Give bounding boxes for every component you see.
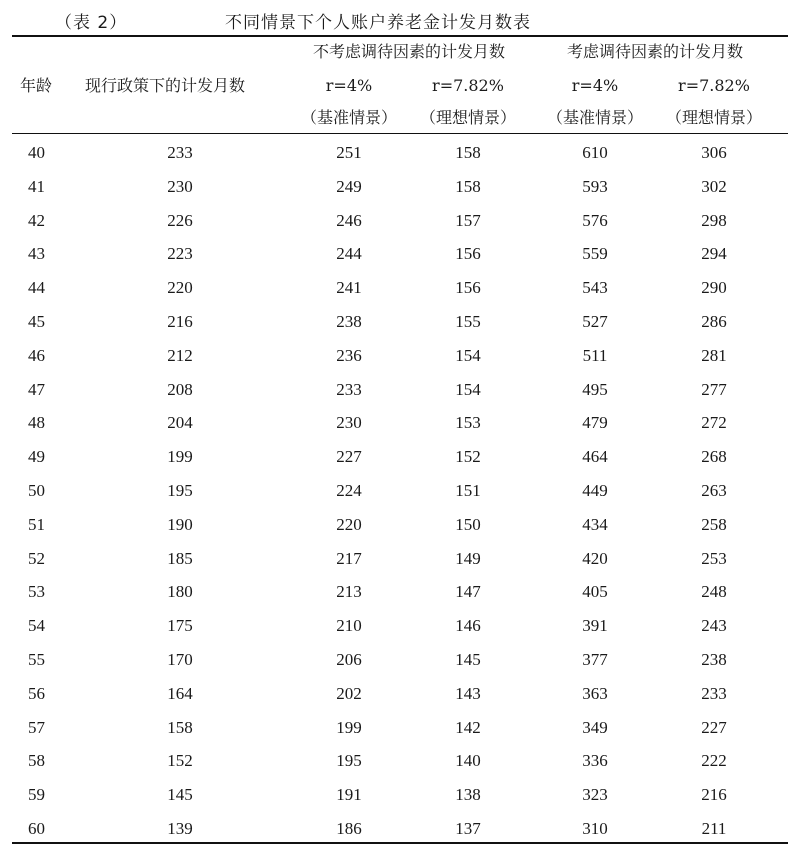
cell-no-wait-r4: 244 [336, 244, 362, 264]
cell-current-policy: 212 [167, 345, 193, 365]
cell-no-wait-r4: 224 [336, 480, 362, 500]
cell-wait-r4: 543 [582, 278, 608, 298]
cell-current-policy: 216 [167, 311, 193, 331]
cell-current-policy: 170 [167, 649, 193, 669]
header-current-policy: 现行政策下的计发月数 [85, 76, 246, 95]
cell-wait-r4: 377 [582, 649, 608, 669]
cell-age: 44 [28, 278, 45, 298]
cell-wait-r4: 495 [582, 379, 608, 399]
cell-no-wait-r4: 220 [336, 514, 362, 534]
cell-age: 58 [28, 751, 45, 771]
cell-age: 45 [28, 311, 45, 331]
cell-no-wait-r782: 137 [455, 818, 481, 838]
cell-wait-r782: 227 [701, 717, 727, 737]
cell-no-wait-r4: 246 [336, 210, 362, 230]
cell-age: 41 [28, 176, 45, 196]
cell-no-wait-r4: 199 [336, 717, 362, 737]
cell-wait-r4: 405 [582, 582, 608, 602]
cell-no-wait-r782: 156 [455, 244, 481, 264]
cell-wait-r4: 363 [582, 683, 608, 703]
cell-no-wait-r4: 191 [336, 785, 362, 805]
cell-age: 50 [28, 480, 45, 500]
cell-current-policy: 233 [167, 143, 193, 162]
header-scenario-ideal-2: （理想情景） [665, 108, 763, 127]
cell-no-wait-r782: 155 [455, 311, 481, 331]
table-row [0, 715, 800, 749]
cell-age: 55 [28, 649, 45, 669]
cell-age: 47 [28, 379, 45, 399]
cell-current-policy: 199 [167, 447, 193, 467]
table-row [0, 647, 800, 681]
cell-no-wait-r782: 158 [455, 176, 481, 196]
cell-no-wait-r4: 195 [336, 751, 362, 771]
table-title: 不同情景下个人账户养老金计发月数表 [225, 13, 531, 33]
cell-no-wait-r782: 154 [455, 345, 481, 365]
cell-current-policy: 220 [167, 278, 193, 298]
cell-no-wait-r4: 230 [336, 413, 362, 433]
cell-age: 42 [28, 210, 45, 230]
cell-current-policy: 195 [167, 480, 193, 500]
cell-no-wait-r782: 138 [455, 785, 481, 805]
cell-no-wait-r782: 157 [455, 210, 481, 230]
cell-wait-r782: 222 [701, 751, 727, 771]
cell-wait-r782: 302 [701, 176, 727, 196]
bottom-rule [12, 842, 788, 844]
cell-wait-r782: 294 [701, 244, 727, 264]
header-rate-base-2: r=4% [571, 76, 619, 95]
cell-wait-r782: 263 [701, 480, 727, 500]
table-row [0, 377, 800, 411]
cell-current-policy: 204 [167, 413, 193, 433]
cell-age: 43 [28, 244, 45, 264]
cell-wait-r4: 449 [582, 480, 608, 500]
cell-wait-r4: 310 [582, 818, 608, 838]
cell-current-policy: 190 [167, 514, 193, 534]
cell-wait-r4: 349 [582, 717, 608, 737]
cell-no-wait-r782: 154 [455, 379, 481, 399]
cell-no-wait-r782: 149 [455, 548, 481, 568]
cell-age: 59 [28, 785, 45, 805]
cell-wait-r4: 593 [582, 176, 608, 196]
table-row [0, 275, 800, 309]
header-rate-ideal-1: r=7.82% [432, 76, 504, 95]
cell-current-policy: 139 [167, 818, 193, 838]
cell-no-wait-r782: 146 [455, 616, 481, 636]
cell-no-wait-r782: 151 [455, 480, 481, 500]
cell-no-wait-r782: 156 [455, 278, 481, 298]
cell-no-wait-r4: 210 [336, 616, 362, 636]
header-group-wait: 考虑调待因素的计发月数 [566, 42, 744, 61]
cell-wait-r4: 391 [582, 616, 608, 636]
table-row [0, 613, 800, 647]
cell-current-policy: 223 [167, 244, 193, 264]
header-scenario-base-2: （基准情景） [546, 108, 644, 127]
cell-wait-r4: 511 [582, 345, 608, 365]
table-body [0, 140, 800, 850]
cell-no-wait-r4: 249 [336, 176, 362, 196]
cell-no-wait-r4: 213 [336, 582, 362, 602]
cell-no-wait-r4: 236 [336, 345, 362, 365]
cell-no-wait-r782: 152 [455, 447, 481, 467]
table-row [0, 546, 800, 580]
cell-wait-r782: 290 [701, 278, 727, 298]
cell-wait-r782: 243 [701, 616, 727, 636]
cell-age: 57 [28, 717, 45, 737]
header-age: 年龄 [20, 76, 53, 95]
table-row [0, 241, 800, 275]
cell-wait-r4: 559 [582, 244, 608, 264]
cell-wait-r782: 277 [701, 379, 727, 399]
cell-age: 52 [28, 548, 45, 568]
table-row [0, 579, 800, 613]
table-row [0, 816, 800, 850]
table-row [0, 444, 800, 478]
cell-wait-r782: 216 [701, 785, 727, 805]
cell-age: 46 [28, 345, 45, 365]
cell-wait-r4: 610 [582, 143, 608, 162]
cell-no-wait-r4: 206 [336, 649, 362, 669]
cell-wait-r4: 323 [582, 785, 608, 805]
table-number-label: （表 2） [55, 13, 128, 33]
cell-age: 56 [28, 683, 45, 703]
cell-current-policy: 158 [167, 717, 193, 737]
cell-no-wait-r782: 153 [455, 413, 481, 433]
cell-age: 60 [28, 818, 45, 838]
cell-no-wait-r4: 202 [336, 683, 362, 703]
cell-wait-r4: 479 [582, 413, 608, 433]
cell-current-policy: 164 [167, 683, 193, 703]
cell-wait-r782: 272 [701, 413, 727, 433]
table-row [0, 410, 800, 444]
cell-current-policy: 208 [167, 379, 193, 399]
cell-current-policy: 180 [167, 582, 193, 602]
cell-wait-r782: 306 [701, 143, 727, 162]
cell-no-wait-r4: 233 [336, 379, 362, 399]
header-scenario-ideal-1: （理想情景） [419, 108, 517, 127]
cell-wait-r782: 281 [701, 345, 727, 365]
header-group-no-wait: 不考虑调待因素的计发月数 [312, 42, 506, 61]
table-row [0, 782, 800, 816]
cell-no-wait-r782: 140 [455, 751, 481, 771]
cell-no-wait-r4: 241 [336, 278, 362, 298]
table-row [0, 748, 800, 782]
cell-wait-r4: 420 [582, 548, 608, 568]
cell-wait-r782: 238 [701, 649, 727, 669]
cell-wait-r4: 527 [582, 311, 608, 331]
table-row [0, 309, 800, 343]
cell-wait-r4: 464 [582, 447, 608, 467]
cell-no-wait-r782: 145 [455, 649, 481, 669]
cell-current-policy: 185 [167, 548, 193, 568]
table-row [0, 478, 800, 512]
table-row [0, 512, 800, 546]
cell-wait-r782: 233 [701, 683, 727, 703]
cell-wait-r782: 211 [701, 818, 727, 838]
cell-wait-r782: 298 [701, 210, 727, 230]
cell-wait-r782: 253 [701, 548, 727, 568]
cell-no-wait-r782: 143 [455, 683, 481, 703]
cell-wait-r4: 576 [582, 210, 608, 230]
cell-wait-r782: 258 [701, 514, 727, 534]
cell-wait-r4: 336 [582, 751, 608, 771]
cell-no-wait-r4: 227 [336, 447, 362, 467]
cell-current-policy: 226 [167, 210, 193, 230]
cell-age: 54 [28, 616, 45, 636]
cell-current-policy: 175 [167, 616, 193, 636]
cell-no-wait-r4: 186 [336, 818, 362, 838]
table-row [0, 174, 800, 208]
cell-no-wait-r4: 251 [336, 143, 362, 162]
cell-age: 53 [28, 582, 45, 602]
cell-age: 49 [28, 447, 45, 467]
cell-age: 48 [28, 413, 45, 433]
cell-wait-r782: 248 [701, 582, 727, 602]
cell-no-wait-r4: 217 [336, 548, 362, 568]
top-rule [12, 35, 788, 37]
cell-no-wait-r782: 150 [455, 514, 481, 534]
cell-no-wait-r782: 158 [455, 143, 481, 162]
cell-wait-r4: 434 [582, 514, 608, 534]
cell-age: 40 [28, 143, 45, 162]
cell-current-policy: 152 [167, 751, 193, 771]
header-rate-ideal-2: r=7.82% [678, 76, 750, 95]
cell-wait-r782: 268 [701, 447, 727, 467]
table-caption [0, 6, 800, 34]
cell-no-wait-r782: 142 [455, 717, 481, 737]
table-row [0, 140, 800, 174]
table-row [0, 343, 800, 377]
cell-age: 51 [28, 514, 45, 534]
table-row [0, 681, 800, 715]
cell-current-policy: 145 [167, 785, 193, 805]
cell-no-wait-r4: 238 [336, 311, 362, 331]
table-row [0, 208, 800, 242]
header-scenario-base-1: （基准情景） [300, 108, 398, 127]
header-rule [12, 133, 788, 134]
header-rate-base-1: r=4% [325, 76, 373, 95]
cell-current-policy: 230 [167, 176, 193, 196]
cell-wait-r782: 286 [701, 311, 727, 331]
cell-no-wait-r782: 147 [455, 582, 481, 602]
